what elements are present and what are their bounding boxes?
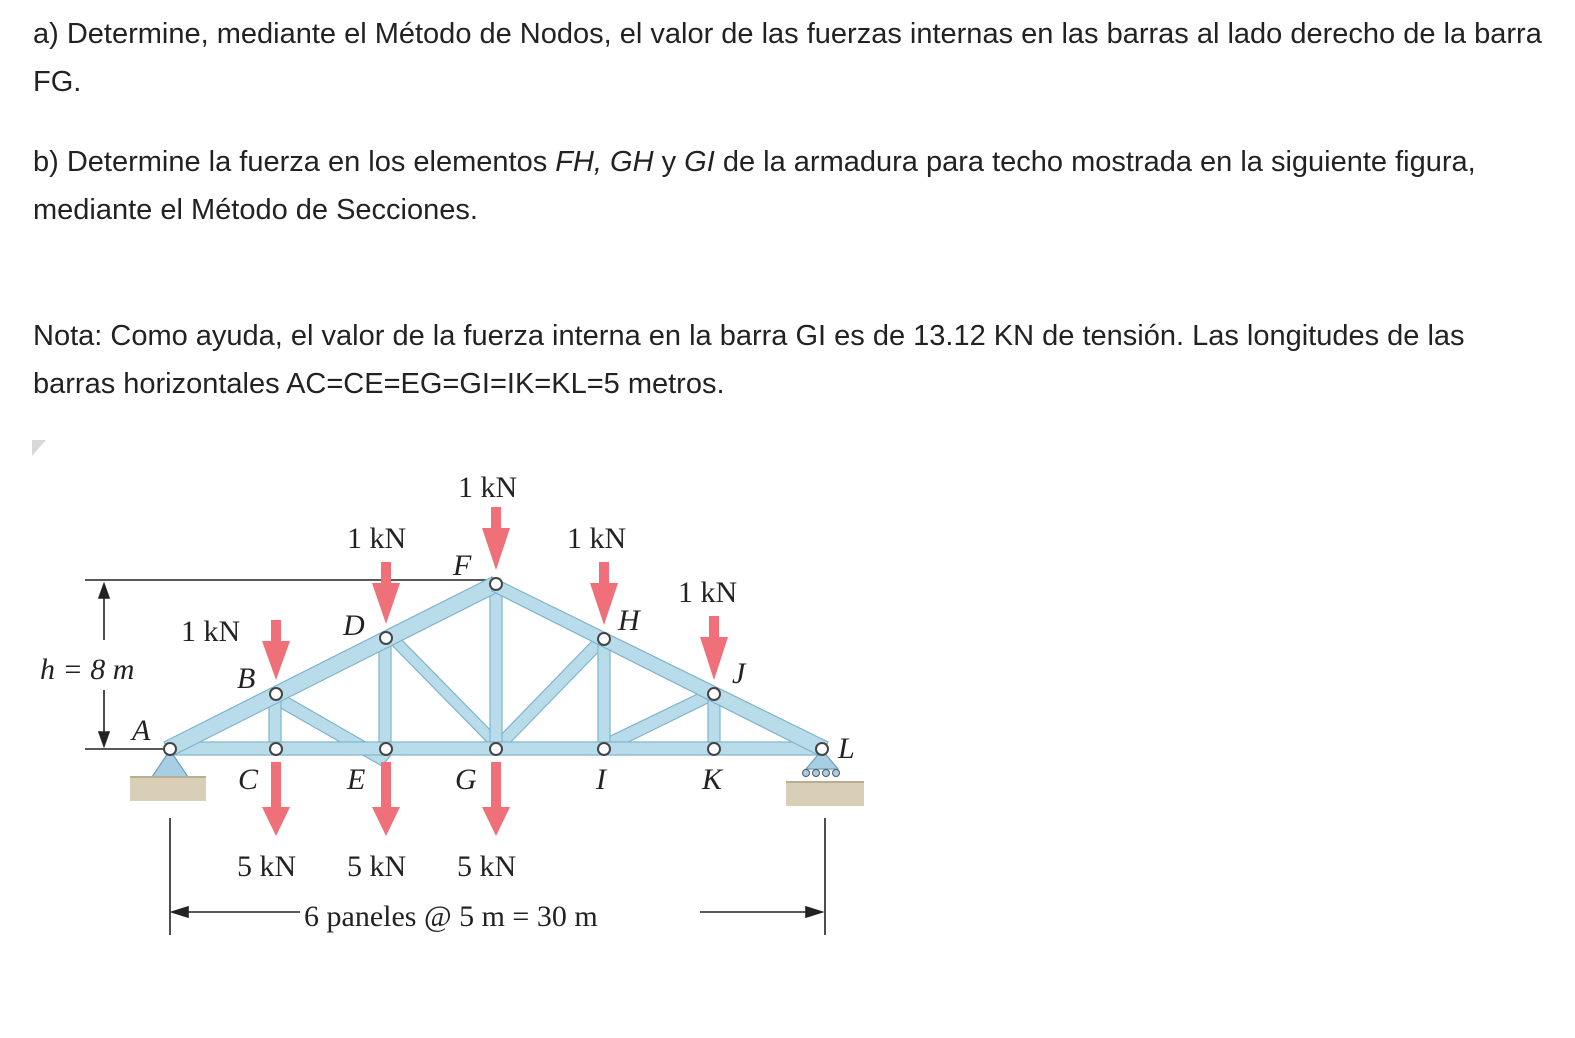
node-label-c: C [238,763,259,796]
member-gi: GI [684,146,715,178]
node-label-i: I [596,763,606,796]
span-label: 6 paneles @ 5 m = 30 m [304,900,598,933]
truss-figure [0,440,880,1000]
joint-j [708,688,720,700]
height-label: h = 8 m [40,653,135,686]
node-label-f: F [453,549,472,582]
joint-a [164,743,176,755]
load-arrow-j [700,616,728,680]
joint-i [598,743,610,755]
node-label-l: L [838,732,855,765]
load-label-j: 1 kN [678,576,738,609]
load-arrow-c [262,762,290,836]
member-vertical-fg [490,585,502,749]
help-note: Nota: Como ayuda, el valor de la fuerza interna en la barra GI es de 13.12 KN de tensión. Las longitudes de las barras horizontales AC=CE=EG=GI=IK=KL=5 metros. [33,320,1465,400]
load-label-d: 1 kN [347,522,407,555]
joint-c [270,743,282,755]
load-arrow-d [372,562,400,624]
joint-h [598,633,610,645]
load-arrow-h [590,562,618,625]
joint-g [490,743,502,755]
load-label-e: 5 kN [347,850,407,883]
load-arrow-e [372,762,400,836]
load-label-b: 1 kN [181,615,241,648]
question-part-a: a) Determine, mediante el Método de Nodos, el valor de las fuerzas internas en las barras al lado derecho de la barra FG. [33,18,1542,98]
joint-k [708,743,720,755]
member-top-chord-right [492,577,828,756]
member-gh: GH [610,146,654,178]
joint-b [270,688,282,700]
load-arrow-f [482,507,510,570]
member-fh: FH, [555,146,602,178]
member-vertical-hi [598,640,610,748]
question-part-b: b) Determine la fuerza en los elementos FH, GH y GI de la armadura para techo mostrada en la siguiente figura, mediante el Método de Secciones. [33,146,1476,226]
load-label-f: 1 kN [458,471,518,504]
load-label-h: 1 kN [567,522,627,555]
node-label-d: D [343,609,365,642]
member-vertical-de [379,638,391,748]
load-arrow-g [482,762,510,836]
joint-d [380,632,392,644]
node-label-k: K [702,763,723,796]
load-label-c: 5 kN [237,850,297,883]
node-label-e: E [347,763,366,796]
node-label-b: B [237,662,256,695]
node-label-j: J [732,657,746,690]
node-label-g: G [455,763,477,796]
load-label-g: 5 kN [457,850,517,883]
node-label-h: H [618,604,640,637]
node-label-a: A [132,714,151,747]
joint-e [380,743,392,755]
member-diagonal-gh [496,635,608,747]
joint-f [490,578,502,590]
joint-l [816,743,828,755]
load-arrow-b [262,620,290,680]
member-diagonal-dg [382,628,500,747]
support-pin-a [130,750,206,801]
